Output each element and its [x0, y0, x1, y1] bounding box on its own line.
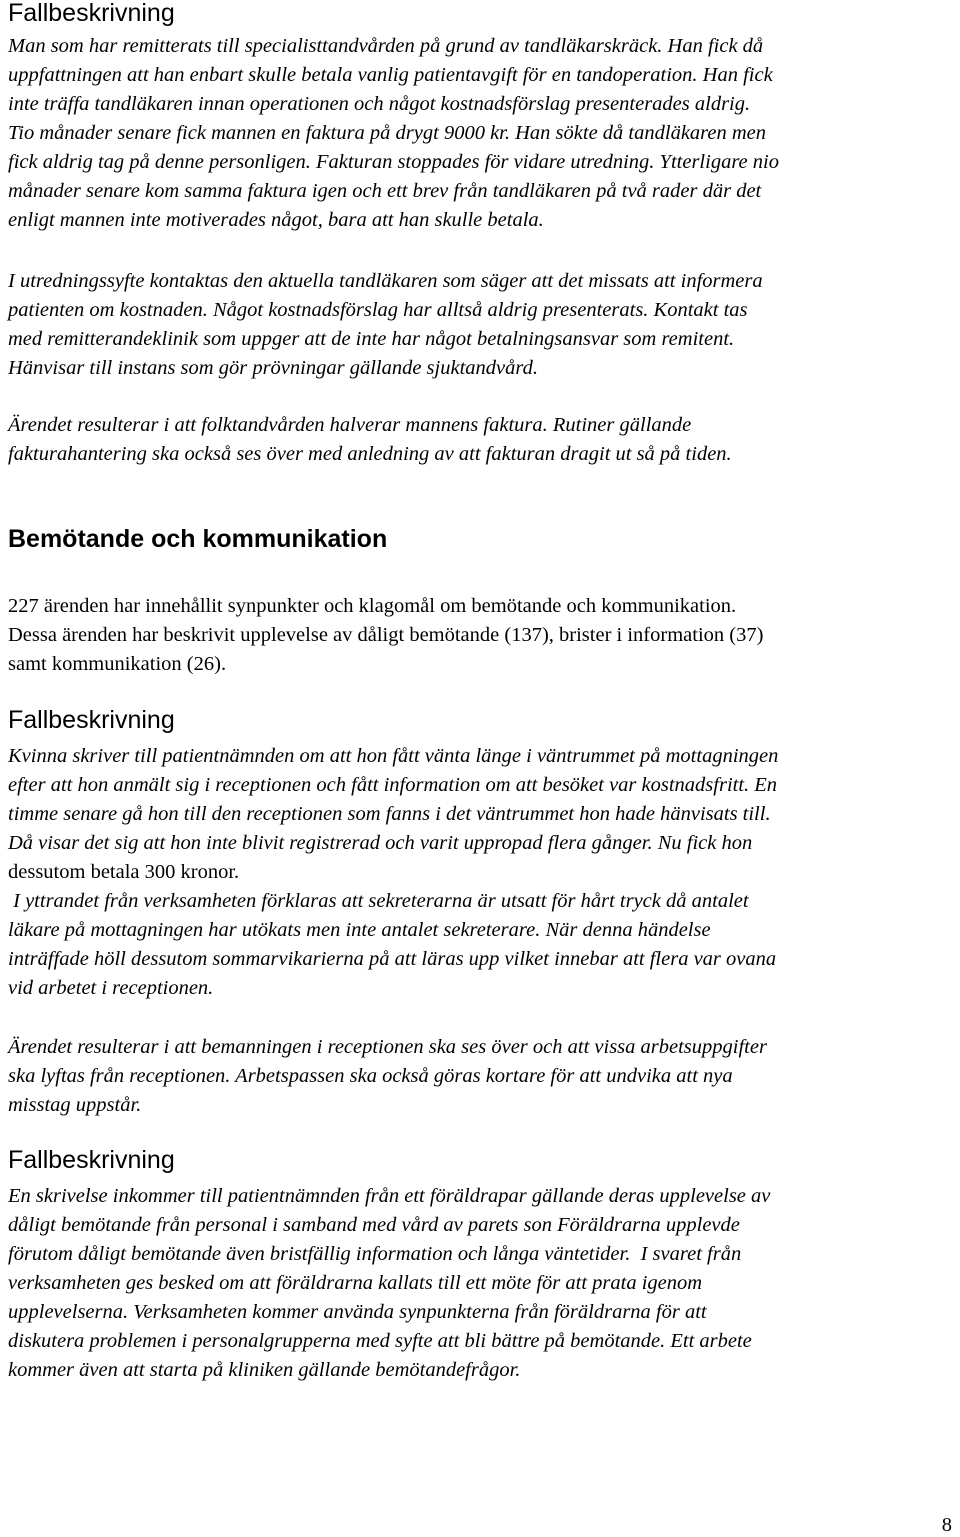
case-outcome — [8, 1033, 767, 1120]
text-line: Tio månader senare fick mannen en faktura på drygt 9000 kr. Han sökte då tandläkaren men — [8, 122, 767, 144]
text-line: En skrivelse inkommer till patientnämnden från ett föräldrapar gällande deras upplevelse av — [8, 1185, 771, 1207]
text-line: Ärendet resulterar i att bemanningen i receptionen ska ses över och att vissa arbetsuppgifter — [8, 1036, 767, 1058]
page-number: 8 — [941, 1514, 952, 1536]
text-line: efter att hon anmält sig i receptionen och fått information om att besöket var kostnadsfritt. En — [8, 774, 778, 796]
text-line: kommer även att starta på kliniken gällande bemötandefrågor. — [8, 1359, 521, 1381]
text-line: Dessa ärenden har beskrivit upplevelse av dåligt bemötande (137), brister i information (37) — [8, 624, 764, 646]
text-line: uppfattningen att han enbart skulle betala vanlig patientavgift för en tandoperation. Han fick — [8, 64, 773, 86]
text-line: fakturahantering ska också ses över med anledning av att fakturan dragit ut så på tiden. — [8, 443, 732, 465]
text-line: inte träffa tandläkaren innan operationen och något kostnadsförslag presenterades aldrig. — [8, 93, 751, 115]
text-line: Kvinna skriver till patientnämnden om att hon fått vänta länge i väntrummet på mottagningen — [8, 745, 779, 767]
text-line: förutom dåligt bemötande även bristfällig information och långa väntetider. I svaret från — [8, 1243, 742, 1265]
case-description — [8, 1182, 770, 1385]
case-heading: Fallbeskrivning — [8, 0, 175, 27]
text-line: enligt mannen inte motiverades något, bara att han skulle betala. — [8, 209, 544, 231]
case-investigation — [8, 267, 763, 383]
section-title: Bemötande och kommunikation — [8, 525, 388, 553]
text-line: med remitterandeklinik som uppger att de inte har något betalningsansvar som remitent. — [8, 328, 735, 350]
text-line: samt kommunikation (26). — [8, 653, 227, 675]
text-line: timme senare gå hon till den receptionen som fanns i det väntrummet hon hade hänvisats till. — [8, 803, 771, 825]
text-line: dessutom betala 300 kronor. — [8, 861, 240, 883]
text-line: fick aldrig tag på denne personligen. Fakturan stoppades för vidare utredning. Ytterligare nio — [8, 151, 779, 173]
text-line: Man som har remitterats till specialisttandvården på grund av tandläkarskräck. Han fick då — [8, 35, 764, 57]
text-line: I yttrandet från verksamheten förklaras att sekreterarna är utsatt för hårt tryck då antalet — [8, 890, 749, 912]
text-line: Hänvisar till instans som gör prövningar gällande sjuktandvård. — [8, 357, 538, 379]
text-line: diskutera problemen i personalgrupperna med syfte att bli bättre på bemötande. Ett arbete — [8, 1330, 752, 1352]
text-line: patienten om kostnaden. Något kostnadsförslag har alltså aldrig presenterats. Kontakt tas — [8, 299, 748, 321]
text-line: verksamheten ges besked om att föräldrarna kallats till ett möte för att prata igenom — [8, 1272, 703, 1294]
text-line: misstag uppstår. — [8, 1094, 142, 1116]
case-description — [8, 742, 778, 1003]
text-line: I utredningssyfte kontaktas den aktuella tandläkaren som säger att det missats att informera — [8, 270, 763, 292]
text-line: inträffade höll dessutom sommarvikarierna på att läras upp vilket innebar att flera var ovana — [8, 948, 777, 970]
case-heading: Fallbeskrivning — [8, 706, 175, 734]
text-line: Då visar det sig att hon inte blivit registrerad och varit uppropad flera gånger. Nu fick hon — [8, 832, 753, 854]
text-line: vid arbetet i receptionen. — [8, 977, 214, 999]
text-line: upplevelserna. Verksamheten kommer använda synpunkterna från föräldrarna för att — [8, 1301, 707, 1323]
text-line: Ärendet resulterar i att folktandvården halverar mannens faktura. Rutiner gällande — [8, 414, 692, 436]
text-line: 227 ärenden har innehållit synpunkter och klagomål om bemötande och kommunikation. — [8, 595, 737, 617]
text-line: dåligt bemötande från personal i samband med vård av parets son Föräldrarna upplevde — [8, 1214, 740, 1236]
case-description — [8, 32, 779, 235]
case-heading: Fallbeskrivning — [8, 1146, 175, 1174]
section-intro — [8, 592, 763, 679]
case-outcome — [8, 411, 732, 469]
text-line: månader senare kom samma faktura igen och ett brev från tandläkaren på två rader där det — [8, 180, 762, 202]
text-line: ska lyftas från receptionen. Arbetspassen ska också göras kortare för att undvika att nya — [8, 1065, 733, 1087]
text-line: läkare på mottagningen har utökats men inte antalet sekreterare. När denna händelse — [8, 919, 711, 941]
